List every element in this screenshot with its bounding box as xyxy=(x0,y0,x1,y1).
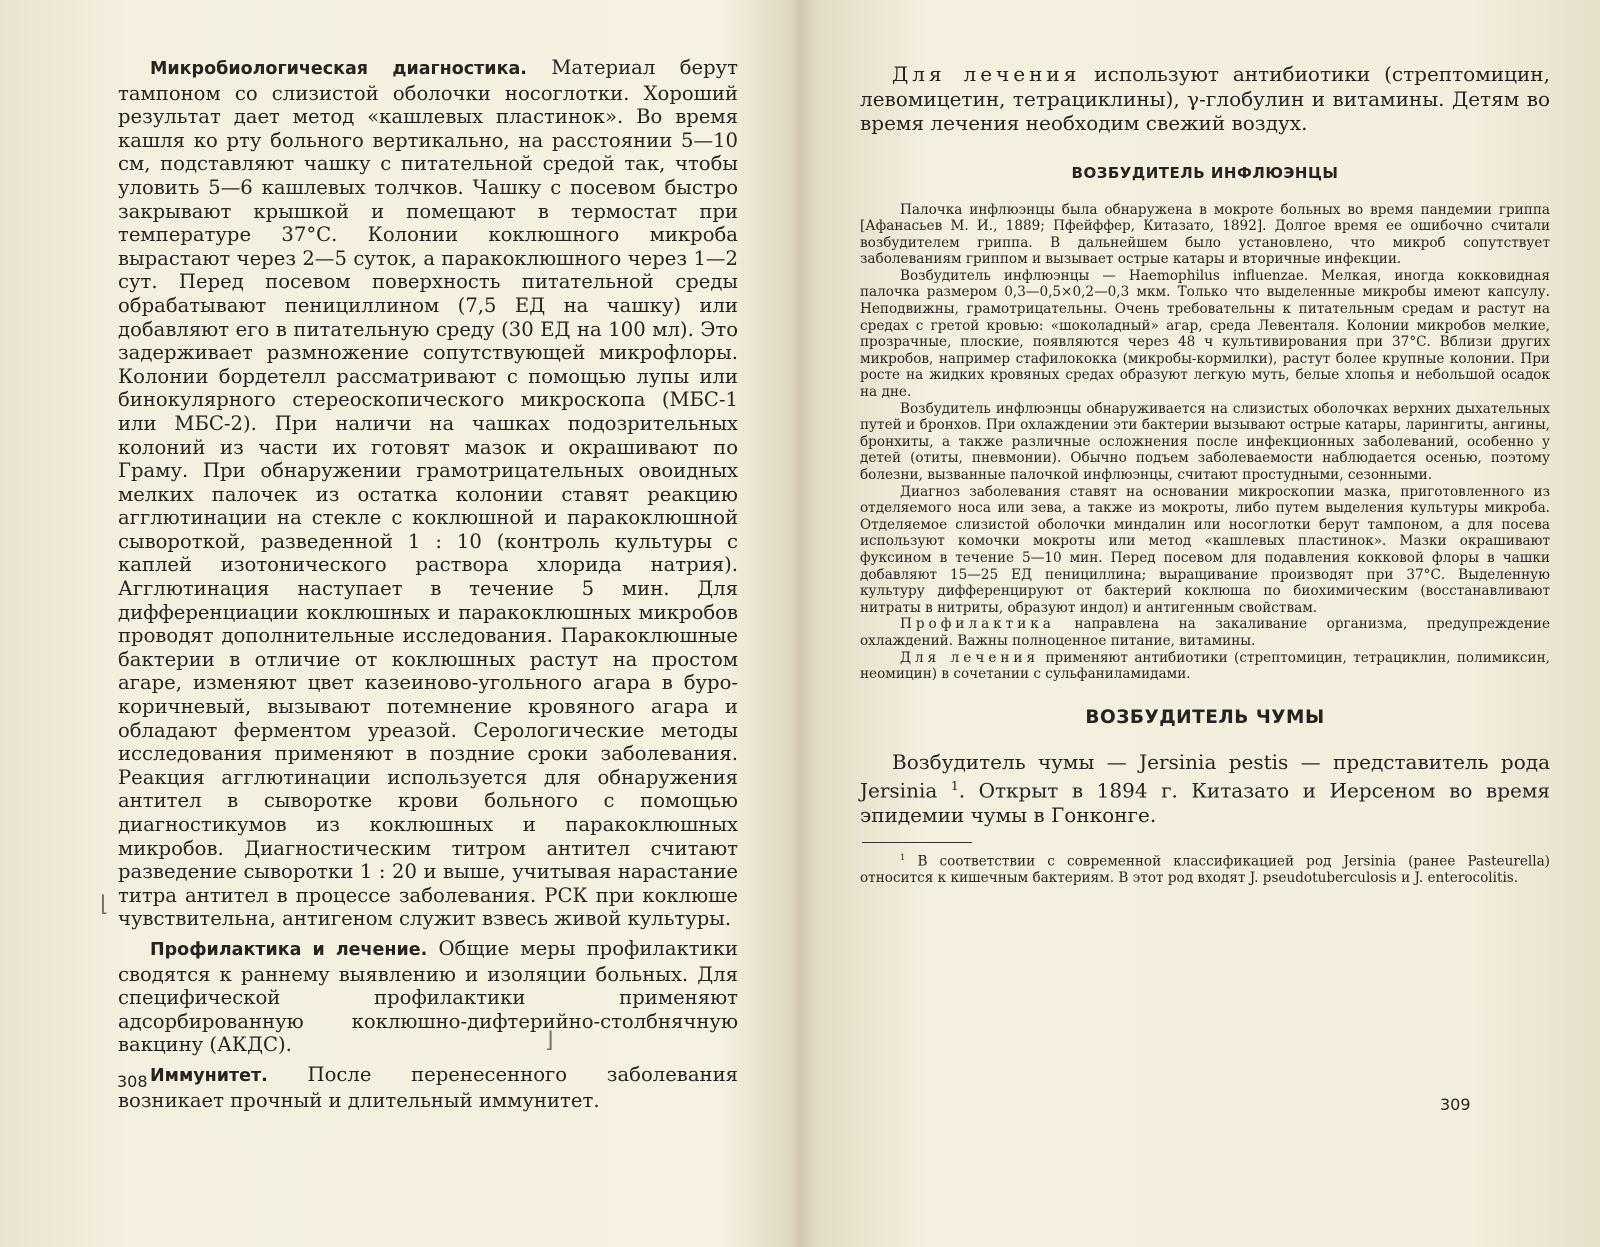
paragraph-prevention-treatment xyxy=(118,937,738,1057)
paragraph-body: Палочка инфлюэнцы была обнаружена в мокроте больных во время пандемии гриппа [Афанасьев М. И., 1889; Пфейффер, Китазато, 1892]. Долгое время ее ошибочно считали возбудителем гриппа. В дальнейшем было установлено, что микроб сопутствует заболеваниям гриппом и вызывает острые катары и вторичные инфекции. xyxy=(860,201,1550,268)
paragraph-lead: Иммунитет. xyxy=(150,1065,268,1086)
paragraph-treatment-intro xyxy=(860,62,1550,136)
paragraph-body: направлена на закаливание организма, предупреждение охлаждений. Важны полноценное питание, витамины. xyxy=(860,616,1550,649)
paragraph-body: применяют антибиотики (стрептомицин, тетрациклин, полимиксин, неомицин) в сочетании с сульфаниламидами. xyxy=(860,649,1550,683)
footnote xyxy=(860,849,1550,887)
paragraph-plague xyxy=(860,750,1550,828)
paragraph-microbiological-diagnostics xyxy=(118,56,738,931)
influenza-section-text xyxy=(860,202,1550,683)
paragraph-body: Материал берут тампоном со слизистой оболочки носоглотки. Хороший результат дает метод «кашлевых пластинок». Во время кашля ко рту больного вертикально, на расстоянии 5—10 см, подставляют чашку с питательной средой так, чтобы уловить 5—6 кашлевых толчков. Чашку с посевом быстро закрывают крышкой и помещают в термостат при температуре 37°С. Колонии коклюшного микроба вырастают через 2—5 суток, а паракоклюшного через 1—2 сут. Перед посевом поверхность питательной среды обрабатывают пенициллином (7,5 ЕД на чашку) или добавляют его в питательную среду (30 ЕД на 100 мл). Это задерживает размножение сопутствующей микрофлоры. Колонии бордетелл рассматривают с помощью лупы или бинокулярного стереоскопического микроскопа (МБС-1 или МБС-2). При наличи на чашках подозрительных колоний из части их готовят мазок и окрашивают по Граму. При обнаружении грамотрицательных овоидных мелких палочек из остатка колонии ставят реакцию агглютинации на стекле с коклюшной и паракоклюшной сывороткой, разведенной 1 : 10 (контроль культуры с каплей изотонического раствора хлорида натрия). Агглютинация наступает в течение 5 мин. Для дифференциации коклюшных и паракоклюшных микробов проводят дополнительные исследования. Паракоклюшные бактерии в отличие от коклюшных растут на простом агаре, изменяют цвет казеиново-угольного агара в буро-коричневый, вызывают потемнение кровяного агара и обладают ферментом уреазой. Серологические методы исследования применяют в поздние сроки заболевания. Реакция агглютинации используется для обнаружения антител в сыворотке крови больного с помощью диагностикумов из коклюшных и паракоклюшных микробов. Диагностическим титром антител считают разведение сыворотки 1 : 20 и выше, учитывая нарастание титра антител в процессе заболевания. РСК при коклюше чувствительна, антигеном служит взвесь живой культуры. xyxy=(118,56,739,931)
paragraph-body: Диагноз заболевания ставят на основании микроскопии мазка, приготовленного из отделяемого носа или зева, а также из мокроты, либо путем выделения культуры микроба. Отделяемое слизистой оболочки миндалин или носоглотки берут тампоном, а для посева используют комочки мокроты или метод «кашлевых пластинок». Мазки окрашивают фуксином в течение 5—10 мин. Перед посевом для подавления кокковой флоры в чашки добавляют 15—25 ЕД пенициллина; выращивание производят при 37°С. Выделенную культуру дифференцируют от бактерий коклюша по биохимическим (восстанавливают нитраты в нитриты, образуют индол) и антигенным свойствам. xyxy=(860,483,1550,616)
paragraph-body: используют антибиотики (стрептомицин, левомицетин, тетрациклины), γ-глобулин и витамины. Детям во время лечения необходим свежий воздух. xyxy=(860,62,1550,135)
spaced-lead: Профилактика xyxy=(900,616,1055,633)
paragraph-small xyxy=(860,650,1550,683)
page-number: 309 xyxy=(1440,1095,1471,1114)
paragraph-lead: Микробиологическая диагностика. xyxy=(150,59,527,79)
paragraph-small xyxy=(860,202,1550,268)
spaced-lead: Для лечения xyxy=(892,62,1081,86)
spaced-lead: Для лечения xyxy=(900,649,1040,666)
footnote-ref[interactable]: 1 xyxy=(950,778,959,794)
paragraph-small xyxy=(860,268,1550,401)
section-heading-plague: ВОЗБУДИТЕЛЬ ЧУМЫ xyxy=(1085,706,1325,728)
paragraph-body: . Открыт в 1894 г. Китазато и Иерсеном во время эпидемии чумы в Гонконге. xyxy=(860,778,1551,828)
paragraph-body: Возбудитель инфлюэнцы обнаруживается на слизистых оболочках верхних дыхательных путей и бронхов. При охлаждении эти бактерии вызывают острые катары, ларингиты, ангины, бронхиты, а также различные осложнения после инфекционных заболеваний, особенно у детей (отиты, пневмонии). Обычно подъем заболеваемости наблюдается осенью, поэтому болезни, вызванные палочкой инфлюэнцы, считают простудными, сезонными. xyxy=(860,400,1550,483)
left-page-text xyxy=(118,56,738,1112)
paragraph-small xyxy=(860,616,1550,649)
paragraph-body: После перенесенного заболевания возникает прочный и длительный иммунитет. xyxy=(118,1062,738,1112)
right-page xyxy=(800,0,1600,1247)
paragraph-small xyxy=(860,484,1550,617)
footnote-text xyxy=(860,849,1550,887)
footnote-divider xyxy=(862,842,972,843)
paragraph-lead: Профилактика и лечение. xyxy=(150,939,428,960)
paragraph-body: Возбудитель чумы — Jersinia pestis — представитель рода Jersinia xyxy=(860,749,1550,803)
footnote-body: В соответствии с современной классификацией род Jersinia (ранее Pasteurella) относится к кишечным бактериям. В этот род входят J. pseudotuberculosis и J. enterocolitis. xyxy=(860,853,1550,886)
paragraph-immunity xyxy=(118,1063,738,1112)
pencil-bracket-mark: ⌋ xyxy=(545,1028,554,1053)
right-page-text xyxy=(860,62,1550,887)
section-heading-influenza: ВОЗБУДИТЕЛЬ ИНФЛЮЭНЦЫ xyxy=(1071,163,1339,182)
paragraph-small xyxy=(860,401,1550,484)
paragraph-body: Общие меры профилактики сводятся к раннему выявлению и изоляции больных. Для специфической профилактики применяют адсорбированную коклюшно-дифтерийно-столбнячную вакцину (АКДС). xyxy=(118,936,738,1057)
page-number: 308 xyxy=(117,1072,148,1091)
pencil-bracket-mark: ⌊ xyxy=(100,892,109,917)
paragraph-body: Возбудитель инфлюэнцы — Haemophilus influenzae. Мелкая, иногда кокковидная палочка размером 0,3—0,5×0,2—0,3 мкм. Только что выделенные микробы имеют капсулу. Неподвижны, грамотрицательны. Очень требовательны к питательным средам и растут на средах с гретой кровью: «шоколадный» агар, среда Левенталя. Колонии микробов мелкие, прозрачные, плоские, появляются через 48 ч культивирования при 37°С. Вблизи других микробов, например стафилококка (микробы-кормилки), растут более крупные колонии. При росте на жидких кровяных средах образуют легкую муть, белые хлопья и небольшой осадок на дне. xyxy=(860,267,1550,401)
footnote-marker: 1 xyxy=(900,851,906,862)
